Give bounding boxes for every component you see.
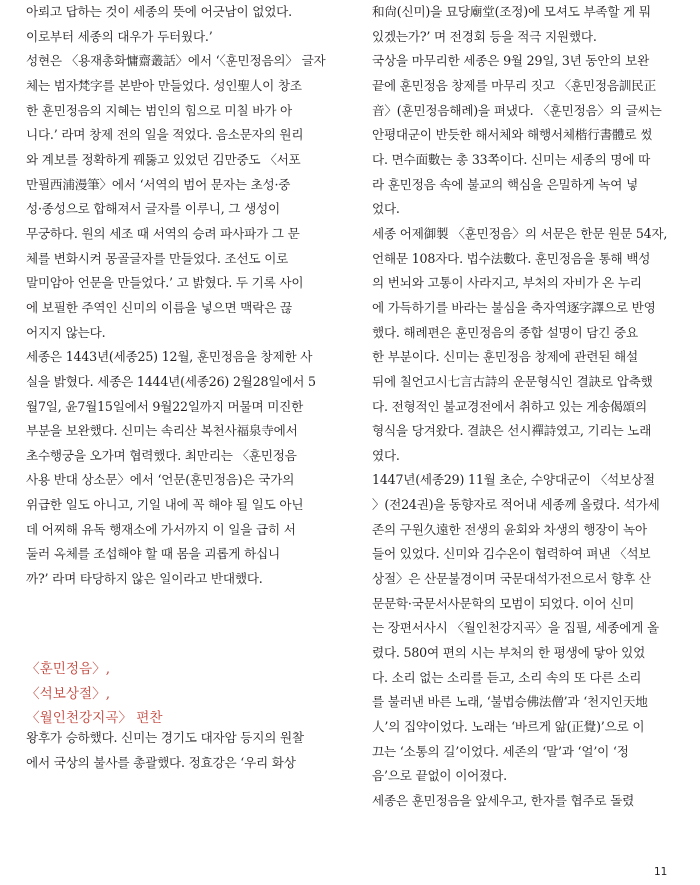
right-paragraph-3: 세종 어제御製 〈훈민정음〉의 서문은 한문 원문 54자, 언해문 108자다. 법수法數다. 훈민정음을 통해 백성 의 번뇌와 고통이 사라지고, 부처의 자비가 온 누리 에 가득하기를 바라는 불심을 축자역逐字譯으로 반영 했다. 해례편은 훈민정음의 종합 설명이 담긴 중요 한 부분이다. 신미는 훈민정음 창제에 관련된 해설 뒤에 칠언고시七言古詩의 운문형식인 결訣로 압축했 다. 전형적인 불교경전에서 취하고 있는 게송偈頌의 형식을 당겨왔다. 결訣은 선시禪詩였고, 기리는 노래 였다. — [372, 225, 668, 463]
left-column — [26, 0, 326, 592]
left-paragraph-2: 성현은 〈용재총화慵齋叢話〉에서 ‘〈훈민정음의〉 글자 체는 범자梵字를 본받아 만들었다. 성인聖人이 창조 한 훈민정음의 지혜는 범인의 힘으로 미칠 바가 아 니다.’ 라며 창제 전의 일을 적었다. 음소문자의 원리 와 계보를 정확하게 꿰뚫고 있었던 김만중도 〈서포 만필西浦漫筆〉에서 ‘서역의 범어 문자는 초성·중 성·종성으로 합해져서 글자를 이루니, 그 생성이 무궁하다. 원의 세조 때 서역의 승려 파사파가 그 문 체를 변화시켜 몽골글자를 만들었다. 조선도 이로 말미암아 언문을 만들었다.’ 고 밝혔다. 두 기록 사이 에 보필한 주역인 신미의 이름을 넣으면 맥락은 끊 어지지 않는다. — [26, 53, 326, 340]
page-number: 11 — [654, 866, 668, 878]
right-column — [372, 0, 672, 814]
left-paragraph-4: 왕후가 승하했다. 신미는 경기도 대자암 등지의 원찰 에서 국상의 불사를 총괄했다. 정효강은 ‘우리 화상 — [26, 730, 304, 770]
right-paragraph-2: 국상을 마무리한 세종은 9월 29일, 3년 동안의 보완 끝에 훈민정음 창제를 마무리 짓고 〈훈민정음訓民正 音〉(훈민정음해례)을 펴냈다. 〈훈민정음〉의 글씨는 안평대군이 반듯한 해서체와 해행서체楷行書體로 썼 다. 면수面數는 총 33쪽이다. 신미는 세종의 명에 따 라 훈민정음 속에 불교의 핵심을 은밀하게 녹여 넣 었다. — [372, 53, 662, 217]
right-paragraph-5: 세종은 훈민정음을 앞세우고, 한자를 협주로 돌렸 — [372, 793, 635, 808]
left-paragraph-1: 아뢰고 답하는 것이 세종의 뜻에 어긋남이 없었다. 이로부터 세종의 대우가 두터웠다.’ — [26, 4, 292, 44]
left-bottom-text — [26, 726, 326, 775]
left-paragraph-3: 세종은 1443년(세종25) 12월, 훈민정음을 창제한 사 실을 밝혔다. 세종은 1444년(세종26) 2월28일에서 5 월7일, 윤7월15일에서 9월22일까지 머물며 미진한 부분을 보완했다. 신미는 속리산 복천사福泉寺에서 초수행궁을 오가며 협력했다. 최만리는 〈훈민정음 사용 반대 상소문〉에서 ‘언문(훈민정음)은 국가의 위급한 일도 아니고, 기일 내에 꼭 해야 될 일도 아닌 데 어찌해 유독 행재소에 가서까지 이 일을 급히 서 둘러 옥체를 조섭해야 할 때 몸을 괴롭게 하십니 까?’ 라며 타당하지 않은 일이라고 반대했다. — [26, 349, 316, 587]
section-heading: 〈훈민정음〉, 〈석보상절〉, 〈월인천강지곡〉 편찬 — [26, 661, 163, 727]
right-paragraph-1: 和尙(신미)을 묘당廟堂(조정)에 모셔도 부족할 게 뭐 있겠는가?’ 며 전경회 등을 적극 지원했다. — [372, 4, 651, 44]
right-paragraph-4: 1447년(세종29) 11월 초순, 수양대군이 〈석보상절 〉(전24권)을 동향자로 적어내 세종께 올렸다. 석가세 존의 구원久遠한 전생의 윤회와 차생의 행장이 녹아 들어 있었다. 신미와 김수온이 협력하여 펴낸 〈석보 상절〉은 산문불경이며 국문대석가전으로서 향후 산 문문학·국문서사문학의 모범이 되었다. 이어 신미 는 장편서사시 〈월인천강지곡〉을 집필, 세종에게 올 렸다. 580여 편의 시는 부처의 한 평생에 닿아 있었 다. 소리 없는 소리를 듣고, 소리 속의 또 다른 소리 를 불러낸 바른 노래, ‘불법승佛法僧’과 ‘천지인天地 人’의 집약이었다. 노래는 ‘바르게 앎(正覺)’으로 이 끄는 ‘소통의 길’이었다. 세존의 ‘말’과 ‘얼’이 ‘정 음’으로 끝없이 이어졌다. — [372, 472, 660, 784]
